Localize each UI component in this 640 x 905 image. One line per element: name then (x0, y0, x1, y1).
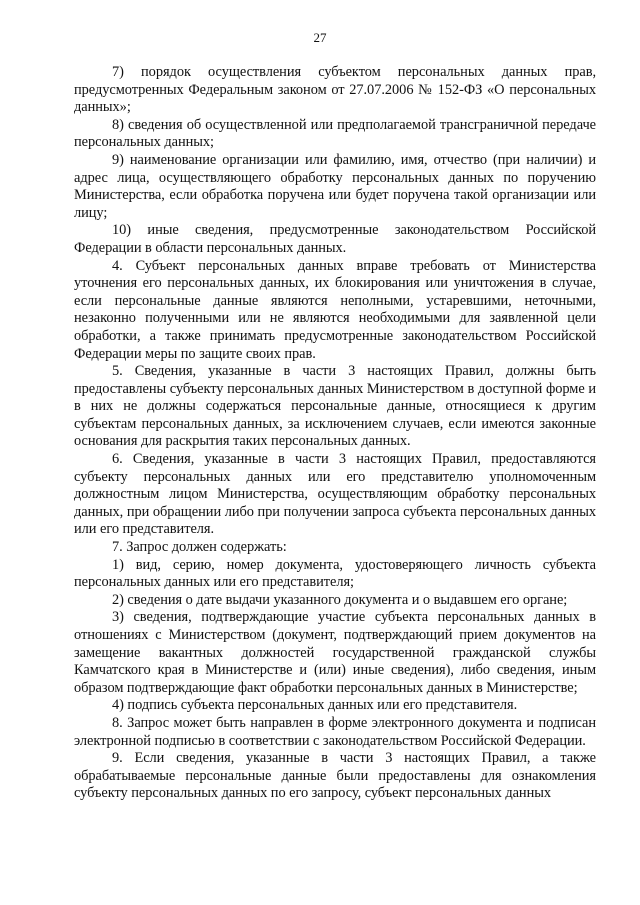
paragraph-clause-8: 8. Запрос может быть направлен в форме электронного документа и подписан электронной подписью в соответствии с законодательством Российской Федерации. (74, 714, 596, 749)
document-body (74, 64, 596, 803)
page-number: 27 (313, 30, 327, 45)
paragraph-request-item-3: 3) сведения, подтверждающие участие субъекта персональных данных в отношениях с Министерством (документ, подтверждающий прием документов на замещение вакантных должностей государственной гражданской службы Камчатского края в Министерстве и (или) иные сведения), либо сведения, иным образом подтверждающие факт обработки персональных данных в Министерстве; (74, 609, 596, 696)
paragraph-clause-7: 7. Запрос должен содержать: (112, 539, 287, 556)
paragraph-request-item-4: 4) подпись субъекта персональных данных или его представителя. (112, 697, 518, 714)
paragraph-clause-5: 5. Сведения, указанные в части 3 настоящих Правил, должны быть предоставлены субъекту персональных данных Министерством в доступной форме и в них не должны содержаться персональные данные, относящиеся к другим субъектам персональных данных, за исключением случаев, если имеются законные основания для раскрытия таких персональных данных. (74, 363, 596, 450)
paragraph-clause-6: 6. Сведения, указанные в части 3 настоящих Правил, предоставляются субъекту персональных данных или его представителю уполномоченным должностным лицом Министерства, осуществляющим обработку персональных данных, при обращении либо при получении запроса субъекта персональных данных или его представителя. (74, 451, 596, 538)
paragraph-request-item-2: 2) сведения о дате выдачи указанного документа и о выдавшем его органе; (112, 591, 568, 608)
paragraph-10-item: 10) иные сведения, предусмотренные законодательством Российской Федерации в области персональных данных. (74, 222, 596, 256)
paragraph-clause-4: 4. Субъект персональных данных вправе требовать от Министерства уточнения его персональных данных, их блокирования или уничтожения в случае, если персональные данные являются неполными, устаревшими, неточными, незаконно полученными или не являются необходимыми для заявленной цели обработки, а также принимать предусмотренные законодательством Российской Федерации меры по защите своих прав. (74, 257, 596, 362)
paragraph-9-item: 9) наименование организации или фамилию, имя, отчество (при наличии) и адрес лица, осуществляющего обработку персональных данных по поручению Министерства, если обработка поручена или будет поручена такой организации или лицу; (74, 151, 596, 221)
paragraph-8-item: 8) сведения об осуществленной или предполагаемой трансграничной передаче персональных данных; (74, 116, 596, 151)
paragraph-clause-9: 9. Если сведения, указанные в части 3 настоящих Правил, а также обрабатываемые персональные данные были предоставлены для ознакомления субъекту персональных данных по его запросу, субъект персональных данных (74, 750, 596, 802)
paragraph-request-item-1: 1) вид, серию, номер документа, удостоверяющего личность субъекта персональных данных или его представителя; (74, 556, 596, 591)
paragraph-7-item: 7) порядок осуществления субъектом персональных данных прав, предусмотренных Федеральным законом от 27.07.2006 № 152-ФЗ «О персональных данных»; (74, 64, 596, 116)
